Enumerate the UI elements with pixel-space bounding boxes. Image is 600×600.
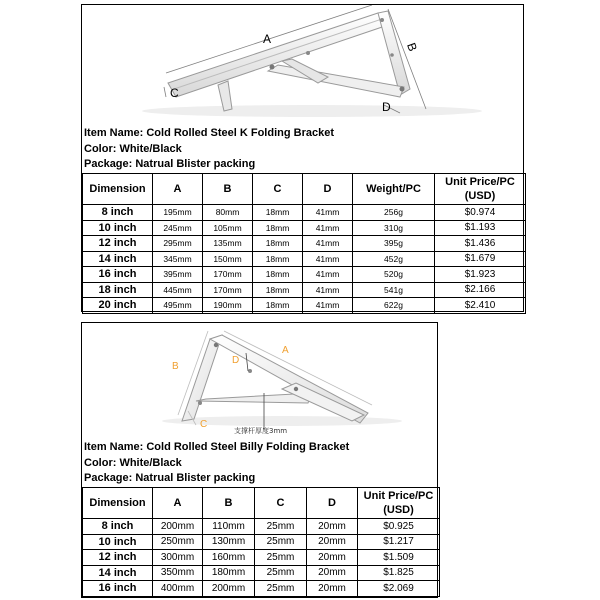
billy-package: Package: Natrual Blister packing bbox=[84, 472, 256, 484]
dimension-cell: 12 inch bbox=[83, 236, 153, 252]
table-cell: 135mm bbox=[203, 236, 253, 252]
k-color: Color: White/Black bbox=[84, 142, 182, 155]
table-cell: 445mm bbox=[153, 282, 203, 298]
table-cell: 245mm bbox=[153, 220, 203, 236]
dimension-cell: 10 inch bbox=[83, 534, 153, 550]
table-header-row bbox=[83, 488, 440, 519]
k-bracket-panel bbox=[81, 4, 524, 312]
header-unit-price bbox=[358, 488, 440, 519]
k-bracket-figure bbox=[82, 5, 523, 123]
table-row bbox=[83, 565, 440, 581]
table-cell: 395g bbox=[353, 236, 435, 252]
dimension-cell: 8 inch bbox=[83, 205, 153, 221]
table-cell: 495mm bbox=[153, 298, 203, 314]
header-unit-price-line2: (USD) bbox=[383, 504, 414, 516]
header-unit-price-line1: Unit Price/PC bbox=[445, 176, 515, 188]
table-cell: 170mm bbox=[203, 282, 253, 298]
table-cell: 20mm bbox=[307, 519, 358, 535]
table-cell: $1.679 bbox=[435, 251, 526, 267]
table-cell: 20mm bbox=[307, 581, 358, 597]
table-cell: 80mm bbox=[203, 205, 253, 221]
table-cell: 250mm bbox=[153, 534, 203, 550]
table-cell: 400mm bbox=[153, 581, 203, 597]
header-unit-price bbox=[435, 174, 526, 205]
dimension-cell: 10 inch bbox=[83, 220, 153, 236]
table-cell: 345mm bbox=[153, 251, 203, 267]
table-cell: 150mm bbox=[203, 251, 253, 267]
table-cell: $1.509 bbox=[358, 550, 440, 566]
billy-spec-table bbox=[82, 487, 440, 597]
k-spec-table bbox=[82, 173, 526, 314]
dimension-cell: 18 inch bbox=[83, 282, 153, 298]
table-cell: 622g bbox=[353, 298, 435, 314]
k-label-d: D bbox=[382, 100, 391, 114]
table-cell: 25mm bbox=[255, 550, 307, 566]
table-row bbox=[83, 267, 526, 283]
billy-thickness-note: 支撑杆厚度3mm bbox=[234, 427, 288, 435]
header-b: B bbox=[203, 174, 253, 205]
billy-bracket-figure bbox=[82, 323, 437, 437]
table-cell: 20mm bbox=[307, 565, 358, 581]
table-cell: $1.436 bbox=[435, 236, 526, 252]
table-header-row bbox=[83, 174, 526, 205]
dimension-cell: 14 inch bbox=[83, 251, 153, 267]
billy-color: Color: White/Black bbox=[84, 456, 182, 469]
table-cell: $1.825 bbox=[358, 565, 440, 581]
table-row bbox=[83, 519, 440, 535]
header-d: D bbox=[307, 488, 358, 519]
table-cell: $2.410 bbox=[435, 298, 526, 314]
billy-label-b: B bbox=[172, 361, 179, 372]
table-cell: $0.925 bbox=[358, 519, 440, 535]
table-cell: 20mm bbox=[307, 534, 358, 550]
table-row bbox=[83, 534, 440, 550]
k-label-c: C bbox=[170, 86, 179, 100]
table-cell: 295mm bbox=[153, 236, 203, 252]
table-cell: 130mm bbox=[203, 534, 255, 550]
k-vertical-arm bbox=[378, 11, 410, 95]
k-label-b: B bbox=[404, 40, 420, 54]
billy-bracket-info bbox=[84, 440, 349, 487]
table-cell: 41mm bbox=[303, 205, 353, 221]
header-c: C bbox=[255, 488, 307, 519]
table-cell: 195mm bbox=[153, 205, 203, 221]
table-cell: 18mm bbox=[253, 282, 303, 298]
dimension-cell: 14 inch bbox=[83, 565, 153, 581]
table-cell: 18mm bbox=[253, 267, 303, 283]
table-cell: 18mm bbox=[253, 220, 303, 236]
table-row bbox=[83, 205, 526, 221]
table-cell: 310g bbox=[353, 220, 435, 236]
table-cell: 41mm bbox=[303, 220, 353, 236]
table-cell: 160mm bbox=[203, 550, 255, 566]
table-row bbox=[83, 282, 526, 298]
table-cell: $1.217 bbox=[358, 534, 440, 550]
table-cell: 170mm bbox=[203, 267, 253, 283]
table-row bbox=[83, 550, 440, 566]
table-cell: 25mm bbox=[255, 565, 307, 581]
header-dimension: Dimension bbox=[83, 174, 153, 205]
table-cell: 18mm bbox=[253, 236, 303, 252]
billy-bracket-panel bbox=[81, 322, 438, 598]
table-cell: 180mm bbox=[203, 565, 255, 581]
billy-bracket-image bbox=[82, 323, 437, 437]
table-row bbox=[83, 581, 440, 597]
header-weight: Weight/PC bbox=[353, 174, 435, 205]
table-cell: 541g bbox=[353, 282, 435, 298]
table-cell: 41mm bbox=[303, 236, 353, 252]
table-cell: 25mm bbox=[255, 534, 307, 550]
billy-label-a: A bbox=[282, 345, 289, 356]
table-cell: 18mm bbox=[253, 205, 303, 221]
table-cell: 110mm bbox=[203, 519, 255, 535]
table-cell: 452g bbox=[353, 251, 435, 267]
k-package: Package: Natrual Blister packing bbox=[84, 158, 256, 170]
table-cell: 41mm bbox=[303, 267, 353, 283]
dimension-cell: 16 inch bbox=[83, 581, 153, 597]
table-cell: 25mm bbox=[255, 581, 307, 597]
table-cell: 105mm bbox=[203, 220, 253, 236]
table-row bbox=[83, 236, 526, 252]
header-unit-price-line1: Unit Price/PC bbox=[363, 490, 434, 502]
k-item-name: Item Name: Cold Rolled Steel K Folding Bracket bbox=[84, 127, 334, 139]
table-cell: 41mm bbox=[303, 298, 353, 314]
table-row bbox=[83, 251, 526, 267]
header-dimension: Dimension bbox=[83, 488, 153, 519]
table-cell: $2.166 bbox=[435, 282, 526, 298]
table-cell: 18mm bbox=[253, 298, 303, 314]
header-d: D bbox=[303, 174, 353, 205]
header-b: B bbox=[203, 488, 255, 519]
table-row bbox=[83, 220, 526, 236]
table-cell: 350mm bbox=[153, 565, 203, 581]
dimension-cell: 8 inch bbox=[83, 519, 153, 535]
header-a: A bbox=[153, 488, 203, 519]
billy-item-name: Item Name: Cold Rolled Steel Billy Folding Bracket bbox=[84, 441, 350, 453]
table-cell: $1.923 bbox=[435, 267, 526, 283]
table-cell: 256g bbox=[353, 205, 435, 221]
dimension-cell: 16 inch bbox=[83, 267, 153, 283]
header-unit-price-line2: (USD) bbox=[464, 190, 496, 202]
k-bracket-info bbox=[84, 126, 334, 173]
k-brace bbox=[268, 65, 404, 97]
table-cell: 20mm bbox=[307, 550, 358, 566]
table-cell: 41mm bbox=[303, 251, 353, 267]
dimension-cell: 20 inch bbox=[83, 298, 153, 314]
table-cell: $0.974 bbox=[435, 205, 526, 221]
header-a: A bbox=[153, 174, 203, 205]
billy-label-d: D bbox=[232, 355, 240, 366]
k-bracket-image bbox=[82, 5, 523, 123]
dimension-cell: 12 inch bbox=[83, 550, 153, 566]
table-cell: $1.193 bbox=[435, 220, 526, 236]
billy-label-c: C bbox=[200, 419, 208, 430]
table-cell: 41mm bbox=[303, 282, 353, 298]
table-cell: $2.069 bbox=[358, 581, 440, 597]
header-c: C bbox=[253, 174, 303, 205]
table-cell: 25mm bbox=[255, 519, 307, 535]
table-cell: 300mm bbox=[153, 550, 203, 566]
table-cell: 190mm bbox=[203, 298, 253, 314]
table-cell: 395mm bbox=[153, 267, 203, 283]
table-cell: 200mm bbox=[153, 519, 203, 535]
table-cell: 200mm bbox=[203, 581, 255, 597]
table-row bbox=[83, 298, 526, 314]
table-cell: 520g bbox=[353, 267, 435, 283]
k-label-a: A bbox=[263, 32, 272, 46]
table-cell: 18mm bbox=[253, 251, 303, 267]
